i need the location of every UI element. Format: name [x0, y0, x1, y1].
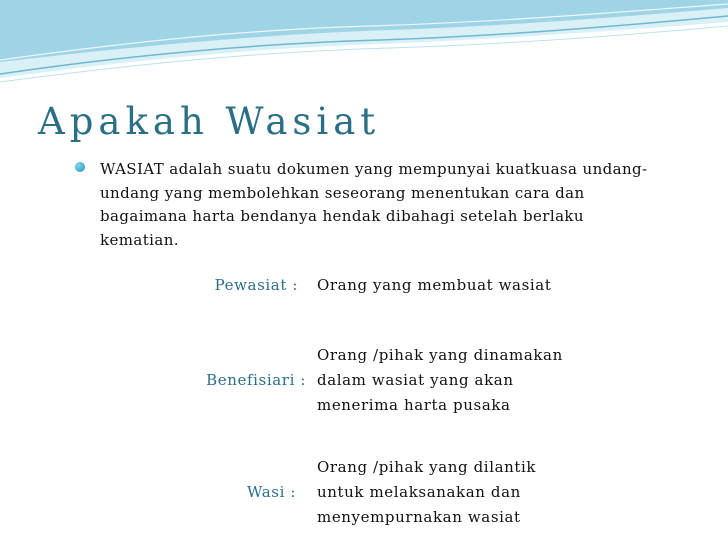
- definition-line: Orang /pihak yang dinamakan: [317, 346, 563, 364]
- definition-line: menyempurnakan wasiat: [317, 508, 521, 526]
- definition-line: Orang /pihak yang dilantik: [317, 458, 537, 476]
- definition-line: dalam wasiat yang akan: [317, 371, 514, 389]
- definition-term: Benefisiari :: [206, 371, 306, 389]
- definition-term: Wasi :: [247, 483, 296, 501]
- header-wave-decoration: [0, 0, 728, 100]
- bullet-icon: [75, 162, 85, 172]
- definition-line: Orang yang membuat wasiat: [317, 276, 552, 294]
- definition-term: Pewasiat :: [214, 276, 298, 294]
- bullet-text: WASIAT adalah suatu dokumen yang mempunyai kuatkuasa undang-undang yang membolehkan seseorang menentukan cara dan bagaimana harta bendanya hendak dibahagi setelah berlaku kematian.: [100, 160, 648, 249]
- definition-line: untuk melaksanakan dan: [317, 483, 521, 501]
- slide-title: Apakah Wasiat: [38, 100, 381, 143]
- definition-line: menerima harta pusaka: [317, 396, 511, 414]
